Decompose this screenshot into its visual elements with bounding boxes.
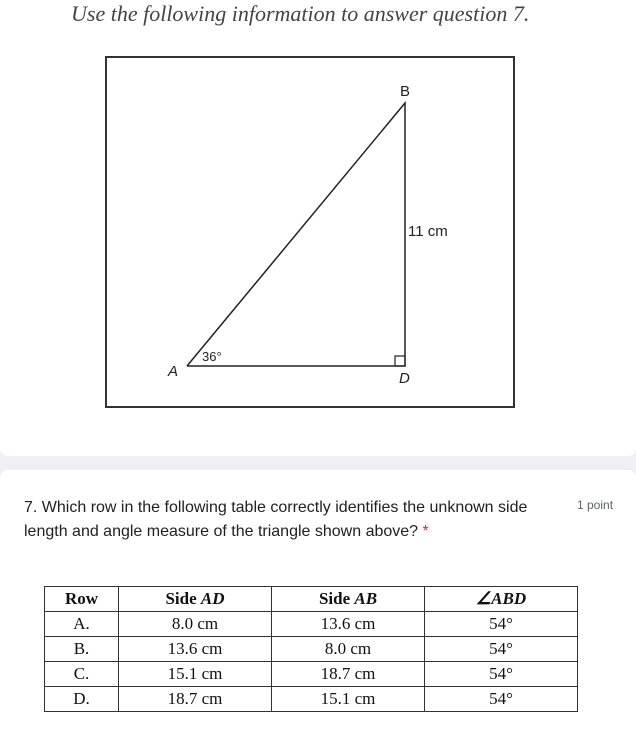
table-row <box>45 637 578 662</box>
cell-row: D. <box>45 687 119 712</box>
vertex-a-label: A <box>168 363 179 380</box>
answer-table <box>44 586 578 712</box>
cell-row: B. <box>45 637 119 662</box>
table-row <box>45 687 578 712</box>
cell-angle-abd: 54° <box>425 687 578 712</box>
cell-side-ad: 8.0 cm <box>119 612 272 637</box>
table-row <box>45 662 578 687</box>
cell-side-ad: 15.1 cm <box>119 662 272 687</box>
cell-row: C. <box>45 662 119 687</box>
triangle-diagram <box>107 58 517 410</box>
cell-angle-abd: 54° <box>425 612 578 637</box>
header-angle-abd: ∠ABD <box>425 587 578 612</box>
header-row: Row <box>45 587 119 612</box>
points-label: 1 point <box>577 498 614 512</box>
required-asterisk: * <box>422 523 429 540</box>
cell-side-ad: 18.7 cm <box>119 687 272 712</box>
vertex-b-label: B <box>400 83 411 100</box>
question-body: 7. Which row in the following table correctly identifies the unknown side length and angle measure of the triangle shown above? <box>24 499 528 540</box>
table-row <box>45 612 578 637</box>
vertex-d-label: D <box>399 370 410 387</box>
cell-side-ab: 15.1 cm <box>272 687 425 712</box>
intro-text: Use the following information to answer question 7. <box>71 1 530 26</box>
question-text <box>24 496 554 544</box>
header-side-ad: Side AD <box>119 587 272 612</box>
header-side-ab: Side AB <box>272 587 425 612</box>
cell-side-ab: 8.0 cm <box>272 637 425 662</box>
cell-side-ad: 13.6 cm <box>119 637 272 662</box>
cell-side-ab: 18.7 cm <box>272 662 425 687</box>
side-bd-label: 11 cm <box>408 223 448 240</box>
table-header-row <box>45 587 578 612</box>
cell-angle-abd: 54° <box>425 662 578 687</box>
triangle-figure <box>105 56 515 408</box>
cell-side-ab: 13.6 cm <box>272 612 425 637</box>
cell-row: A. <box>45 612 119 637</box>
triangle-outline <box>187 103 405 366</box>
right-angle-marker <box>395 356 405 366</box>
cell-angle-abd: 54° <box>425 637 578 662</box>
question-card <box>0 470 636 737</box>
angle-a-label: 36° <box>202 349 222 364</box>
